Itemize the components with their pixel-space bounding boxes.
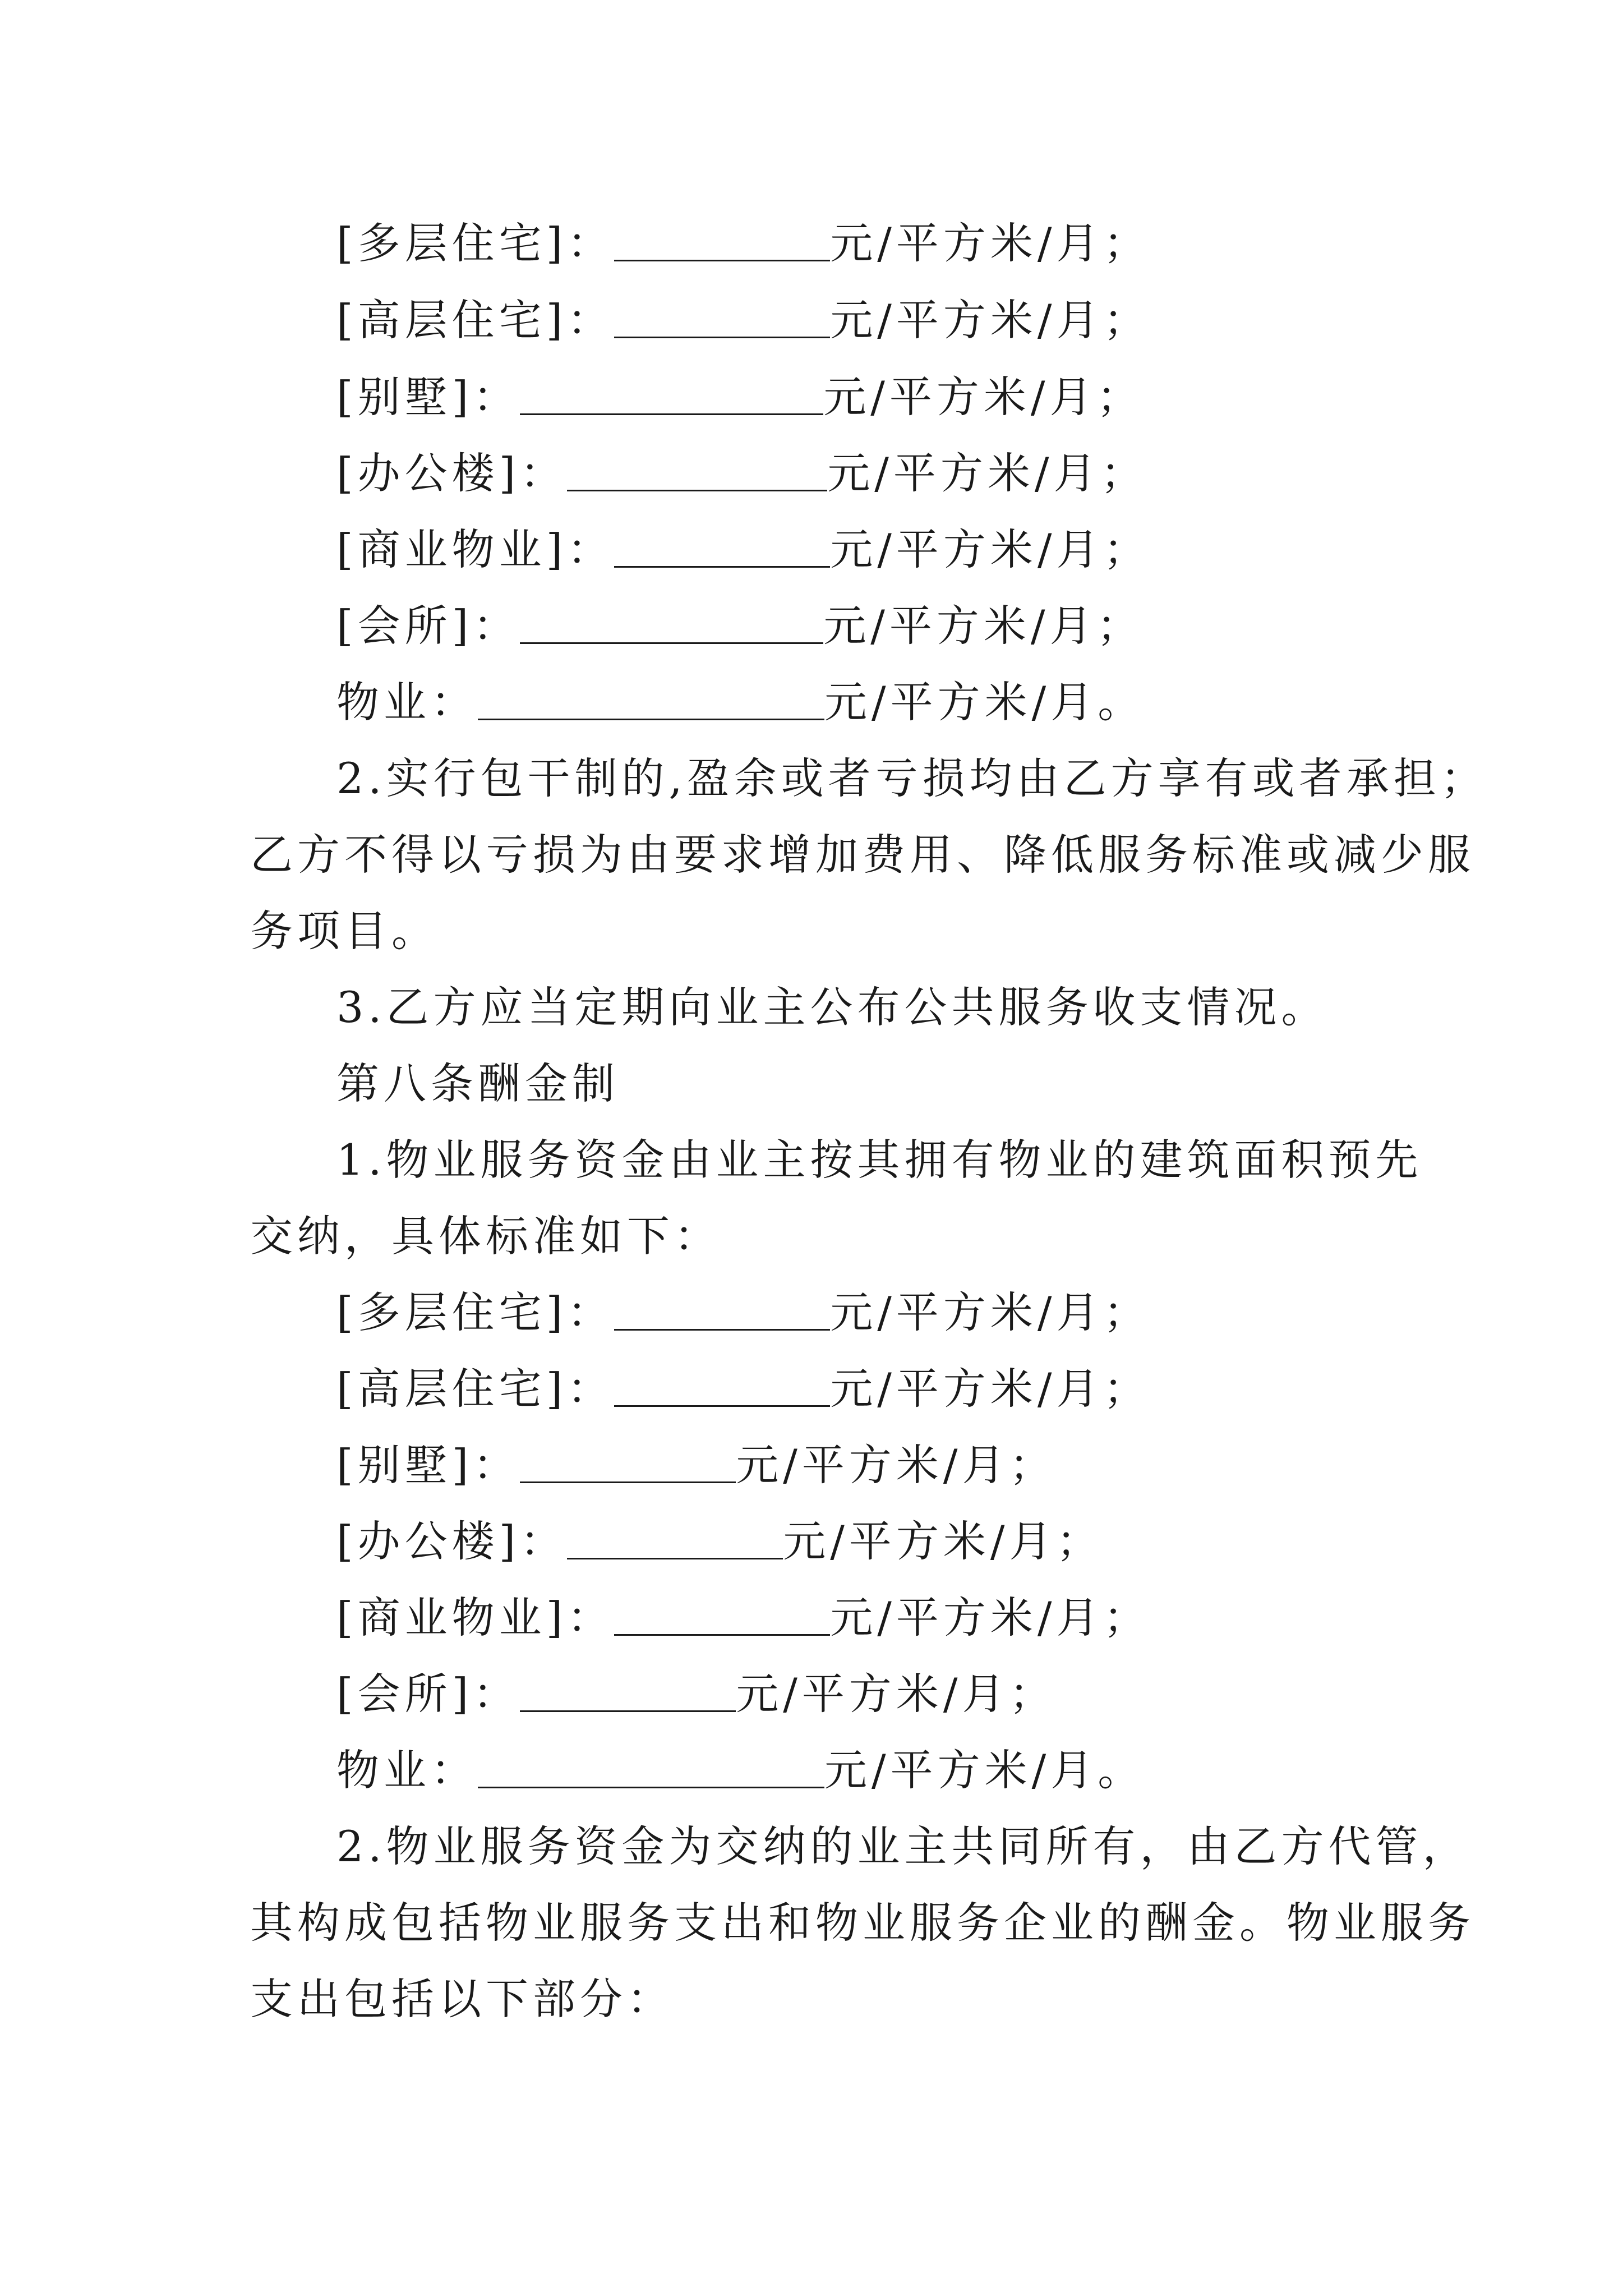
- paragraph-line: 2.物业服务资金为交纳的业主共同所有，由乙方代管，: [336, 1821, 1470, 1871]
- fee-row: [336, 677, 1145, 727]
- paragraph-line: 1.物业服务资金由业主按其拥有物业的建筑面积预先: [336, 1135, 1423, 1185]
- fee-row: [336, 1745, 1145, 1795]
- fee-row: [336, 524, 1151, 574]
- fee-unit: 元/平方米/月；: [830, 1364, 1151, 1414]
- blank-field: [614, 1372, 830, 1407]
- fee-unit: 元/平方米/月；: [783, 1516, 1104, 1566]
- fee-label: [别墅]：: [336, 1440, 520, 1490]
- blank-field: [567, 456, 827, 491]
- blank-field: [614, 226, 830, 261]
- paragraph-line: 支出包括以下部分：: [250, 1974, 674, 2024]
- blank-field: [614, 532, 830, 568]
- fee-unit: 元/平方米/月；: [830, 218, 1151, 268]
- fee-label: [多层住宅]：: [336, 218, 615, 268]
- fee-unit: 元/平方米/月。: [824, 677, 1145, 727]
- fee-row: [336, 218, 1151, 268]
- fee-row: [336, 1287, 1151, 1337]
- fee-label: [办公楼]：: [336, 1516, 568, 1566]
- fee-row: [336, 1516, 1104, 1566]
- fee-label: [别墅]：: [336, 372, 520, 422]
- blank-field: [478, 685, 824, 720]
- blank-field: [567, 1524, 783, 1559]
- fee-row: [336, 1364, 1151, 1414]
- paragraph-line: 2.实行包干制的,盈余或者亏损均由乙方享有或者承担；: [336, 753, 1488, 803]
- blank-field: [520, 1448, 736, 1483]
- blank-field: [478, 1753, 824, 1788]
- fee-row: [336, 372, 1144, 422]
- fee-unit: 元/平方米/月；: [830, 524, 1151, 574]
- fee-label: [高层住宅]：: [336, 295, 615, 345]
- fee-unit: 元/平方米/月；: [830, 1287, 1151, 1337]
- paragraph-line: 乙方不得以亏损为由要求增加费用、降低服务标准或减少服: [250, 830, 1475, 880]
- fee-label: [会所]：: [336, 601, 520, 651]
- blank-field: [614, 1600, 830, 1636]
- paragraph-line: 交纳，具体标准如下：: [250, 1211, 721, 1261]
- fee-unit: 元/平方米/月；: [823, 601, 1144, 651]
- fee-row: [336, 1440, 1057, 1490]
- blank-field: [520, 1677, 736, 1712]
- fee-unit: 元/平方米/月；: [823, 372, 1144, 422]
- fee-unit: 元/平方米/月。: [824, 1745, 1145, 1795]
- blank-field: [520, 380, 823, 415]
- blank-field: [614, 1295, 830, 1331]
- fee-row: [336, 448, 1148, 498]
- fee-label: [会所]：: [336, 1669, 520, 1719]
- fee-label: [商业物业]：: [336, 524, 615, 574]
- paragraph-line: 务项目。: [250, 906, 439, 956]
- fee-unit: 元/平方米/月；: [827, 448, 1148, 498]
- fee-row: [336, 1669, 1057, 1719]
- fee-row: [336, 295, 1151, 345]
- section-heading: 第八条酬金制: [336, 1059, 619, 1108]
- fee-label: [高层住宅]：: [336, 1364, 615, 1414]
- fee-unit: 元/平方米/月；: [736, 1440, 1057, 1490]
- fee-label: [办公楼]：: [336, 448, 568, 498]
- fee-label: 物业：: [336, 1745, 478, 1795]
- paragraph-line: 3.乙方应当定期向业主公布公共服务收支情况。: [336, 982, 1329, 1032]
- blank-field: [614, 303, 830, 338]
- fee-label: [商业物业]：: [336, 1593, 615, 1642]
- fee-unit: 元/平方米/月；: [830, 1593, 1151, 1642]
- fee-label: 物业：: [336, 677, 478, 727]
- fee-row: [336, 1593, 1151, 1642]
- fee-unit: 元/平方米/月；: [736, 1669, 1057, 1719]
- blank-field: [520, 609, 823, 644]
- fee-row: [336, 601, 1144, 651]
- fee-label: [多层住宅]：: [336, 1287, 615, 1337]
- paragraph-line: 其构成包括物业服务支出和物业服务企业的酬金。物业服务: [250, 1898, 1475, 1948]
- fee-unit: 元/平方米/月；: [830, 295, 1151, 345]
